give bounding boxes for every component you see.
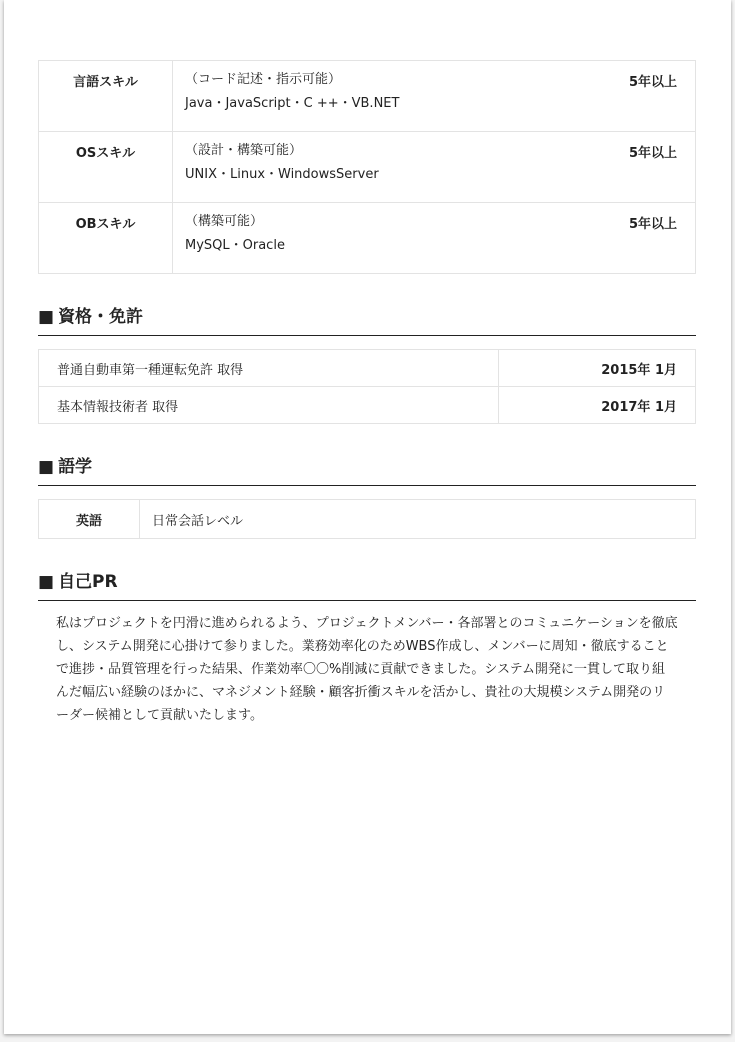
- section-title: 自己PR: [58, 572, 118, 592]
- licenses-table: [38, 349, 696, 424]
- license-name: 基本情報技術者 取得: [39, 387, 499, 424]
- skill-years: 5年以上: [628, 217, 677, 232]
- square-marker-icon: ■: [38, 307, 55, 327]
- license-date: 2015年 1月: [499, 350, 696, 387]
- self-pr-text: 私はプロジェクトを円滑に進められるよう、プロジェクトメンバー・各部署とのコミュニケーションを徹底し、システム開発に心掛けて参りました。業務効率化のためWBS作成し、メンバーに周知・徹底することで進捗・品質管理を行った結果、作業効率〇〇%削減に貢献できました。システム開発に一貫して取り組んだ幅広い経験のほかに、マネジメント経験・顧客折衝スキルを活かし、貴社の大規模システム開発のリーダー候補として貢献いたします。: [56, 616, 678, 723]
- skill-detail: [173, 132, 696, 203]
- skill-detail: [173, 203, 696, 274]
- section-heading-languages: [38, 452, 696, 486]
- license-name: 普通自動車第一種運転免許 取得: [39, 350, 499, 387]
- resume-content: [38, 60, 696, 727]
- skill-years: 5年以上: [628, 146, 677, 161]
- skill-category: OBスキル: [39, 203, 173, 274]
- skill-level: （コード記述・指示可能）: [185, 72, 342, 87]
- license-date: 2017年 1月: [499, 387, 696, 424]
- skill-category: OSスキル: [39, 132, 173, 203]
- resume-page: [4, 0, 731, 1034]
- section-title: 語学: [58, 457, 93, 477]
- square-marker-icon: ■: [38, 457, 55, 477]
- table-row: [39, 203, 696, 274]
- square-marker-icon: ■: [38, 572, 55, 592]
- table-row: [39, 387, 696, 424]
- skill-level: （設計・構築可能）: [185, 143, 303, 158]
- languages-table: [38, 499, 696, 539]
- table-row: [39, 350, 696, 387]
- section-title: 資格・免許: [58, 307, 144, 327]
- skill-items: MySQL・Oracle: [185, 238, 285, 253]
- language-level: 日常会話レベル: [140, 500, 696, 539]
- skill-items: Java・JavaScript・C ++・VB.NET: [185, 96, 400, 111]
- language-name: 英語: [39, 500, 140, 539]
- section-heading-self-pr: [38, 567, 696, 601]
- skill-category: 言語スキル: [39, 61, 173, 132]
- skill-detail: [173, 61, 696, 132]
- section-heading-licenses: [38, 302, 696, 336]
- skill-level: （構築可能）: [185, 214, 264, 229]
- skill-years: 5年以上: [628, 75, 677, 90]
- table-row: [39, 132, 696, 203]
- skills-table: [38, 60, 696, 274]
- table-row: [39, 500, 696, 539]
- table-row: [39, 61, 696, 132]
- skill-items: UNIX・Linux・WindowsServer: [185, 167, 379, 182]
